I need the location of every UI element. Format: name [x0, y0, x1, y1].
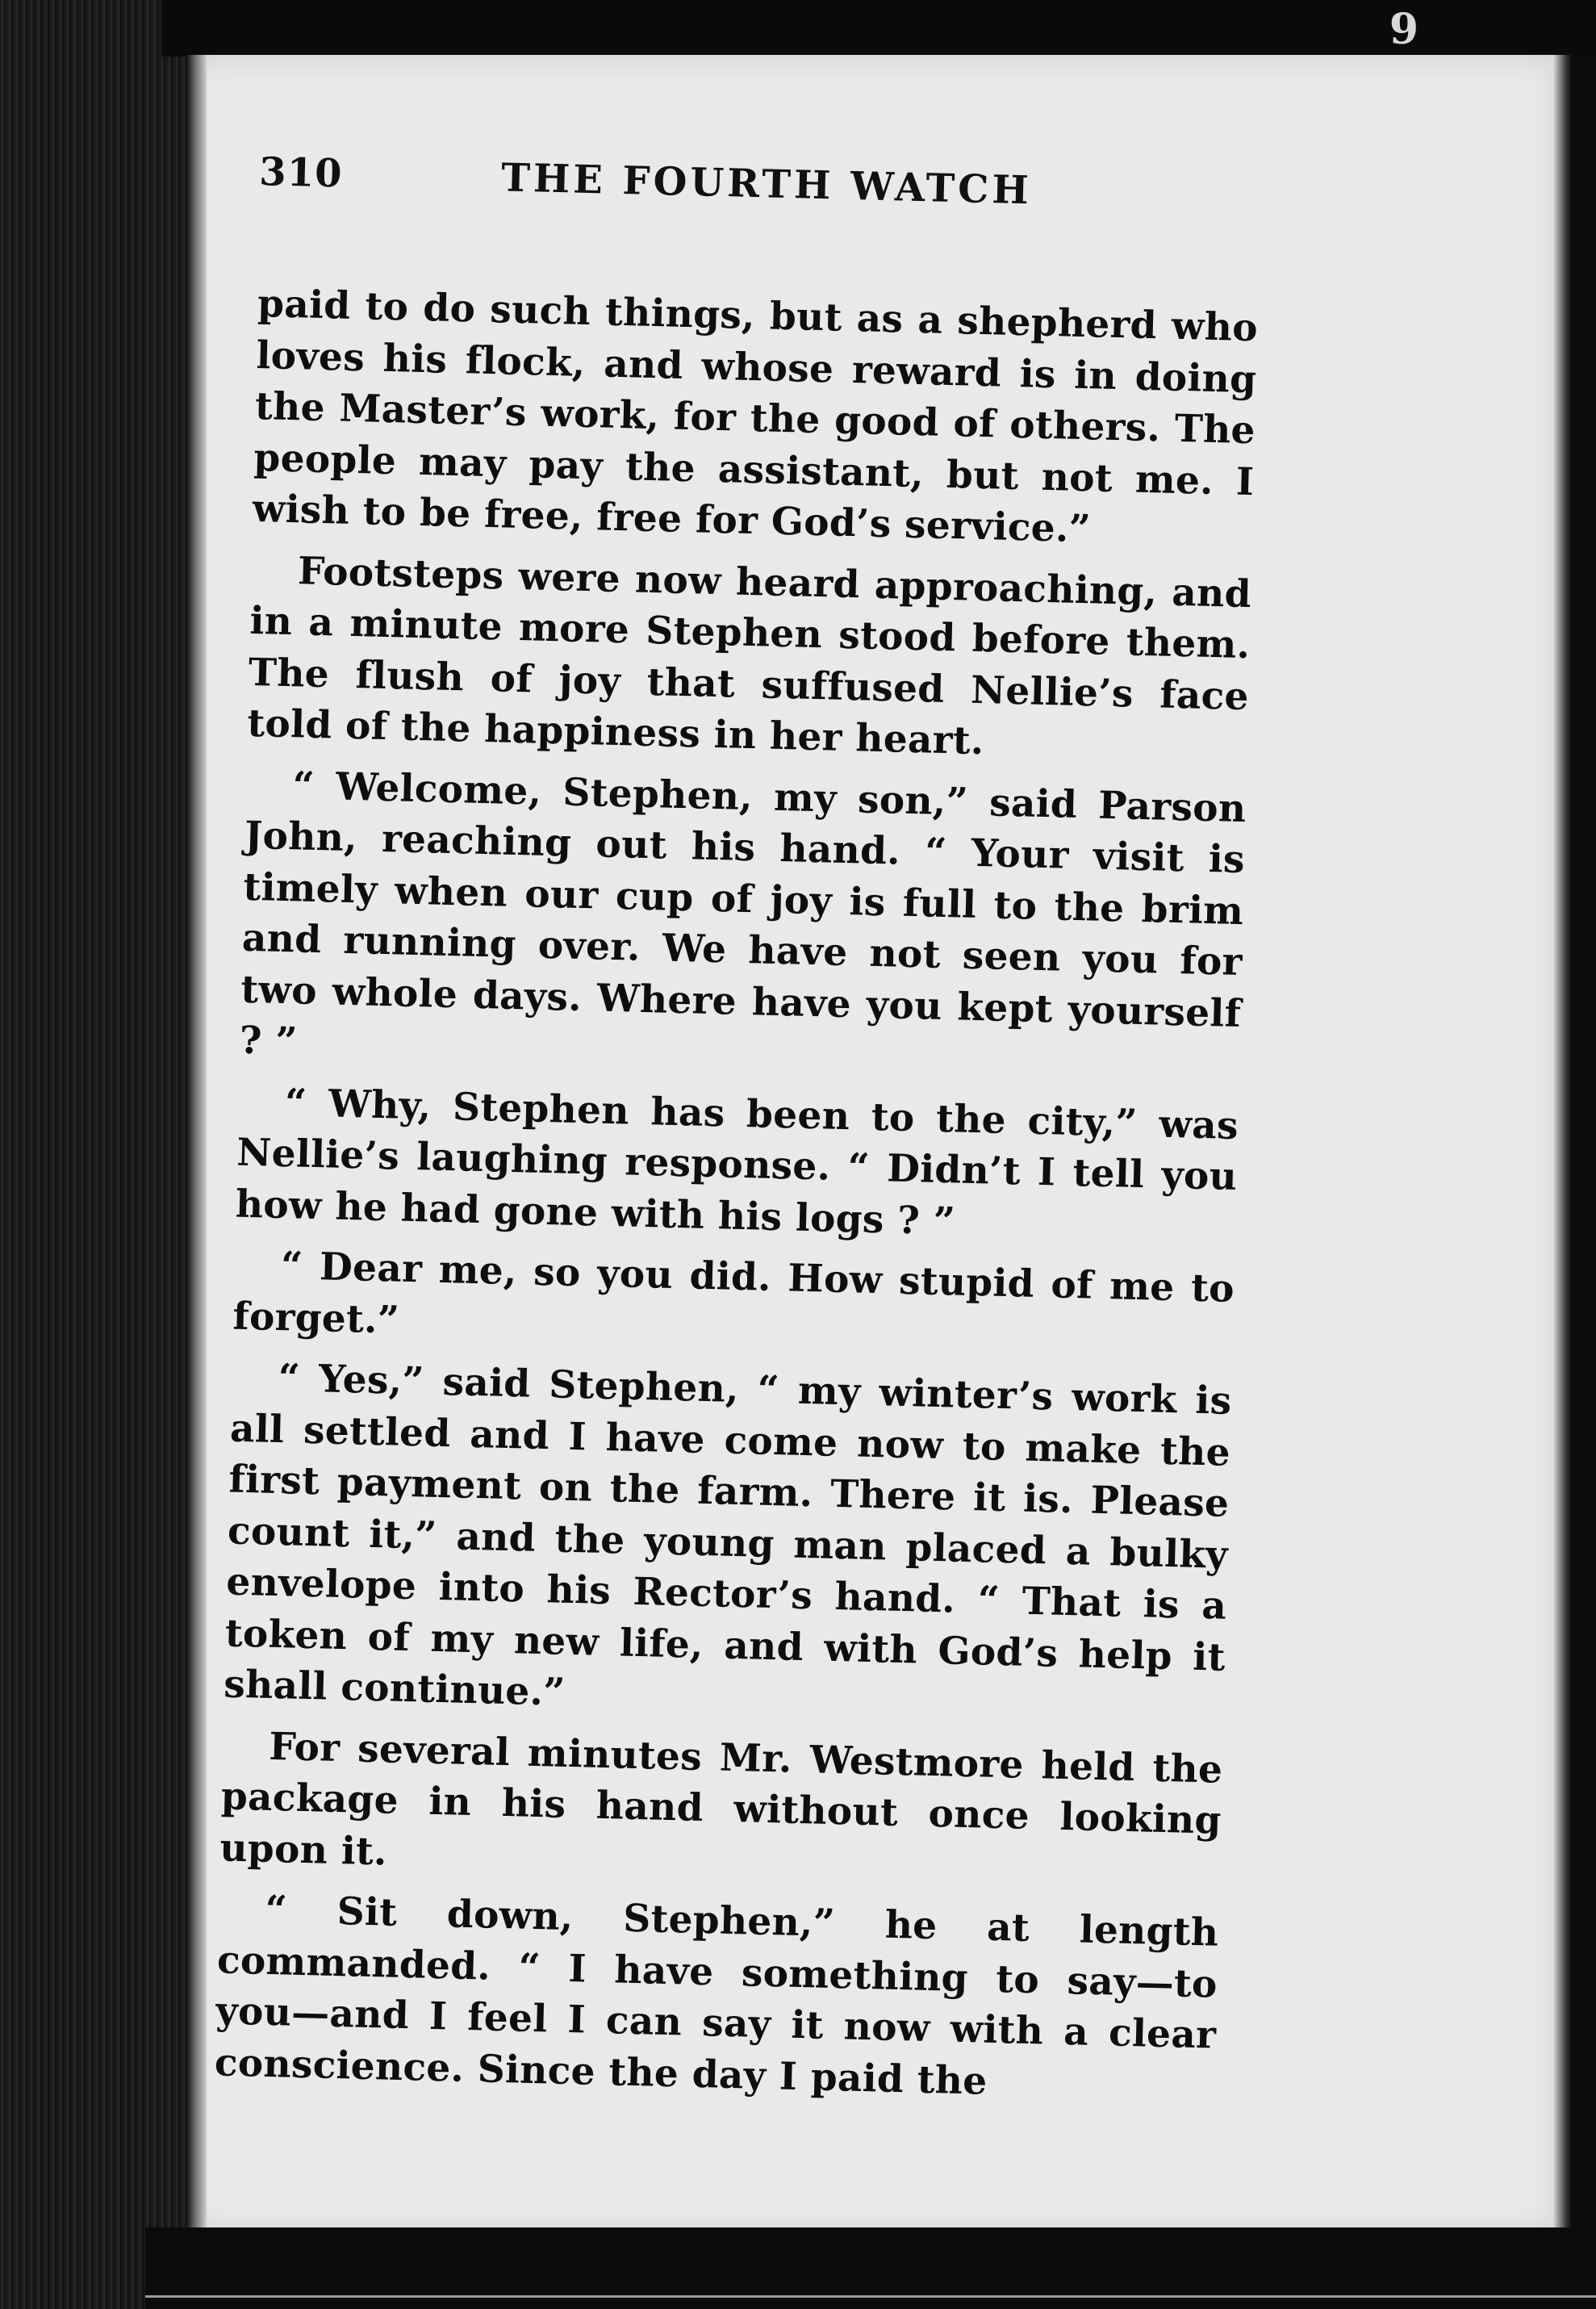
- paragraph: For several minutes Mr. Westmore held the package in his hand without once looking upon it.: [219, 1724, 1223, 1874]
- paragraph: “ Welcome, Stephen, my son,” said Parson John, reaching out his hand. “ Your visit is timely when our cup of joy is full to the brim and running over. We have not seen you for two whole days. Where have you kept yourself ? ”: [239, 763, 1247, 1065]
- scan-top-border: [161, 0, 1596, 56]
- book-binding: [0, 0, 194, 2309]
- paragraph: “ Dear me, so you did. How stupid of me to forget.”: [232, 1244, 1235, 1343]
- page-number: 310: [258, 149, 344, 197]
- scan-bottom-border: [145, 2227, 1596, 2309]
- paragraph: “ Sit down, Stephen,” he at length commanded. “ I have something to say—to you—and I feel I can say it now with a clear conscience. Since the day I paid the: [214, 1887, 1219, 2104]
- page-fore-edge: [1554, 55, 1572, 2234]
- page-bottom-edge: [145, 2295, 1596, 2298]
- page-gutter-shadow: [187, 55, 207, 2234]
- paragraph: paid to do such things, but as a shepherd who loves his flock, and whose reward is in doing the Master’s work, for the good of others. The people may pay the assistant, but not me. I wish to be free, free for God’s service.”: [252, 281, 1259, 552]
- paragraph: “ Yes,” said Stephen, “ my winter’s work is all settled and I have come now to make the first payment on the farm. There it is. Please count it,” and the young man placed a bulky envelope into his Rector’s hand. “ That is a token of my new life, and with God’s help it shall continue.”: [223, 1356, 1233, 1715]
- corner-mark: 9: [1389, 5, 1418, 54]
- paragraph: “ Why, Stephen has been to the city,” was Nellie’s laughing response. “ Didn’t I tell you how he had gone with his logs ? ”: [235, 1080, 1239, 1244]
- body-text: [214, 278, 1258, 2113]
- running-head: THE FOURTH WATCH: [500, 155, 1033, 214]
- paragraph: Footsteps were now heard approaching, and in a minute more Stephen stood before them. The flush of joy that suffused Nellie’s face told of the happiness in her heart.: [246, 548, 1252, 764]
